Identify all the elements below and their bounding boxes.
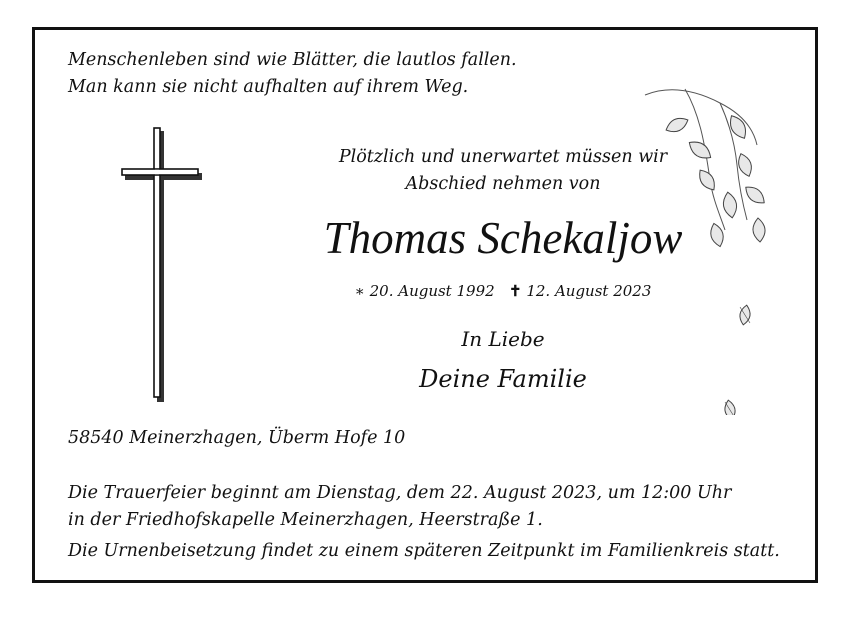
life-dates (255, 281, 751, 301)
death-date: 12. August 2023 (526, 282, 652, 300)
family-signature: Deine Familie (419, 365, 587, 393)
cross-icon (120, 127, 202, 402)
ceremony-line-1: Die Trauerfeier beginnt am Dienstag, dem 22. August 2023, um 12:00 Uhr (68, 483, 732, 503)
intro-line-2: Abschied nehmen von (405, 174, 601, 194)
birth-date: 20. August 1992 (369, 282, 495, 300)
intro-text (255, 144, 751, 198)
address: 58540 Meinerzhagen, Überm Hofe 10 (68, 428, 406, 448)
quote (68, 47, 517, 101)
quote-line-1: Menschenleben sind wie Blätter, die lautlos fallen. (68, 50, 517, 70)
urn-note: Die Urnenbeisetzung findet zu einem späteren Zeitpunkt im Familienkreis statt. (68, 541, 780, 561)
ceremony-line-2: in der Friedhofskapelle Meinerzhagen, Heerstraße 1. (68, 510, 543, 530)
death-cross-icon: ✝ (508, 282, 522, 300)
ceremony-info (68, 480, 731, 534)
obituary-frame (32, 27, 818, 583)
intro-line-1: Plötzlich und unerwartet müssen wir (338, 147, 668, 167)
in-love-text: In Liebe (461, 327, 545, 351)
deceased-name: Thomas Schekaljow (323, 213, 683, 263)
birth-star-icon: ∗ (354, 282, 365, 300)
quote-line-2: Man kann sie nicht aufhalten auf ihrem Weg. (68, 77, 469, 97)
